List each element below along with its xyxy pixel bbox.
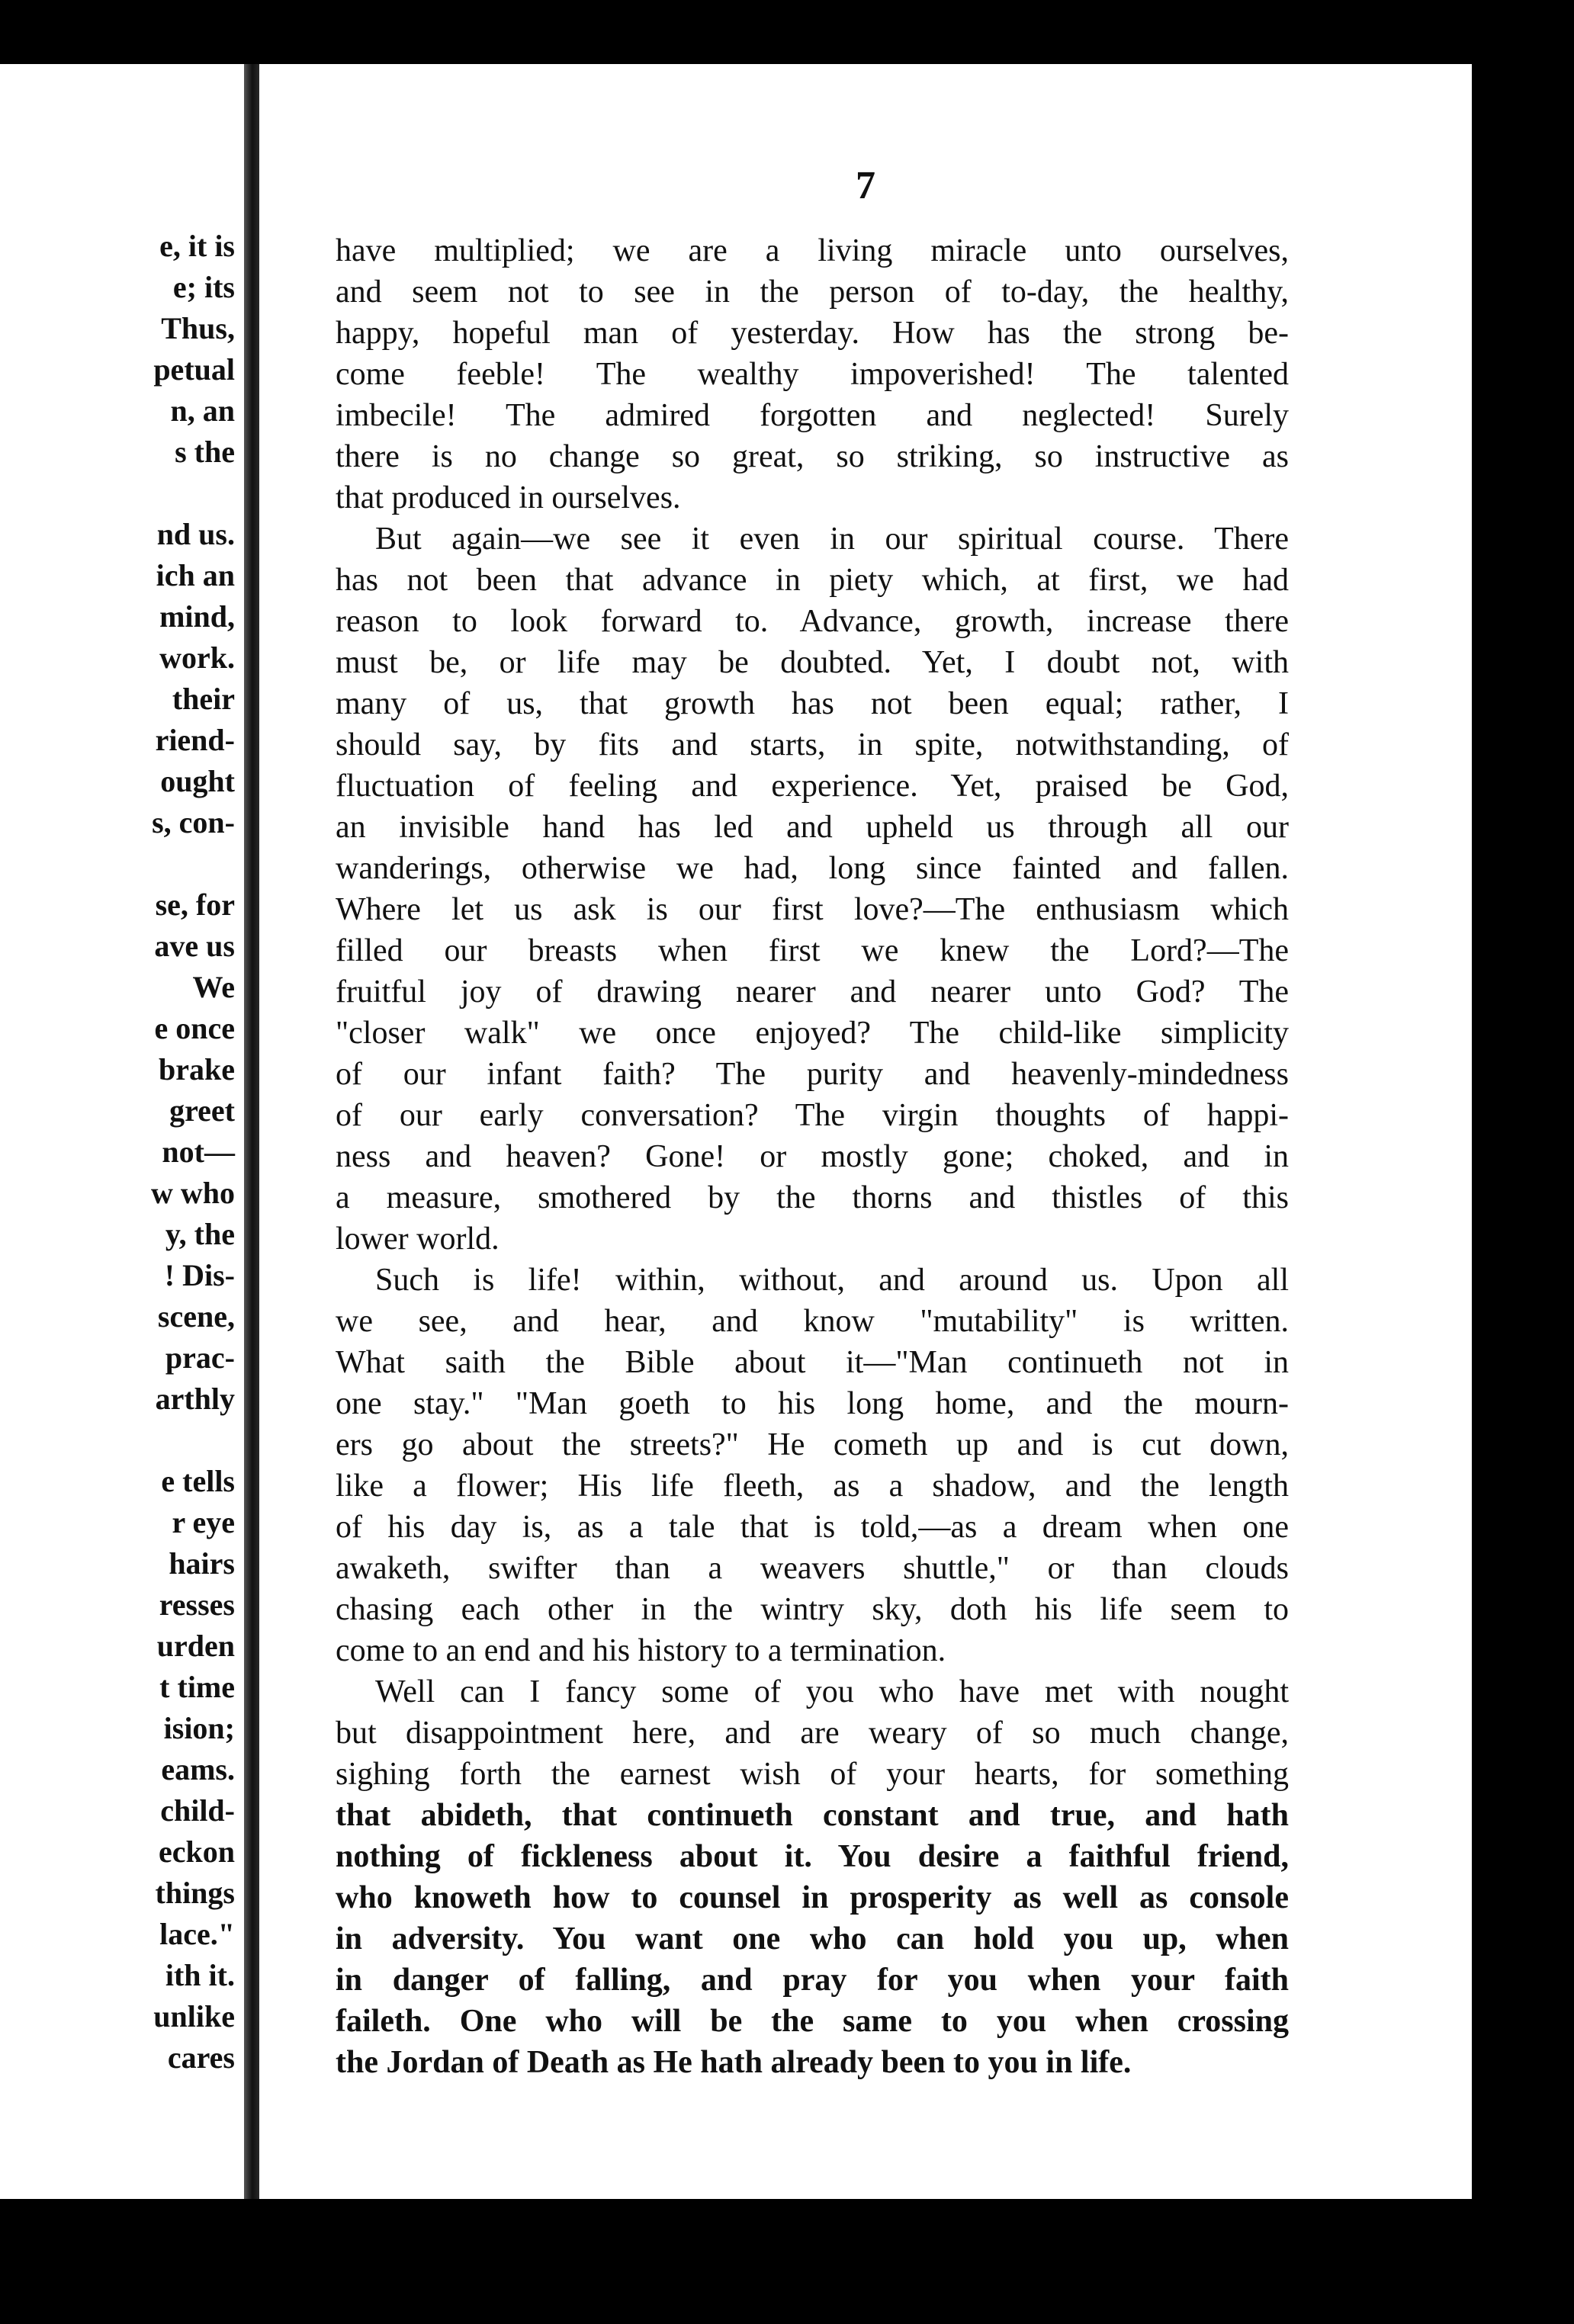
text-line: lower world. <box>336 1221 500 1257</box>
page-number: 7 <box>856 164 875 207</box>
left-page-line: scene, <box>157 1299 235 1334</box>
left-page-line: cares <box>167 2040 235 2075</box>
left-page-line: their <box>172 682 235 716</box>
text-line: ers go about the streets?" He cometh up and is cut down, <box>336 1427 1289 1462</box>
text-line: of his day is, as a tale that is told,—as a dream when one <box>336 1510 1289 1545</box>
left-page-line: r eye <box>172 1505 235 1539</box>
text-line: reason to look forward to. Advance, growth, increase there <box>336 604 1289 639</box>
text-line: nothing of fickleness about it. You desire a faithful friend, <box>336 1839 1289 1874</box>
left-page-line: things <box>155 1876 235 1910</box>
left-page-line: t time <box>159 1670 235 1704</box>
text-line: filled our breasts when first we knew the Lord?—The <box>336 933 1289 968</box>
text-line: in adversity. You want one who can hold you up, when <box>336 1921 1289 1956</box>
text-line: of our infant faith? The purity and heavenly-mindedness <box>336 1057 1289 1092</box>
left-page-line: ought <box>160 764 235 798</box>
text-line: but disappointment here, and are weary of so much change, <box>336 1716 1289 1751</box>
left-page-line: s, con- <box>152 805 235 839</box>
text-line: But again—we see it even in our spiritual course. There <box>375 522 1289 557</box>
left-page-line: se, for <box>155 888 235 922</box>
text-line: that abideth, that continueth constant and true, and hath <box>336 1798 1289 1833</box>
text-line: chasing each other in the wintry sky, doth his life seem to <box>336 1592 1289 1627</box>
body-text <box>336 230 1289 2083</box>
left-page-line: ision; <box>163 1711 235 1745</box>
left-page-line: nd us. <box>156 517 235 551</box>
text-line: Where let us ask is our first love?—The enthusiasm which <box>336 892 1289 927</box>
left-page-line: e tells <box>161 1464 235 1498</box>
left-page-line: mind, <box>159 599 235 634</box>
left-page-line: We <box>192 970 235 1004</box>
text-line: sighing forth the earnest wish of your hearts, for something <box>336 1757 1289 1792</box>
text-line: and seem not to see in the person of to-day, the healthy, <box>336 274 1289 310</box>
left-page-line: resses <box>159 1587 235 1622</box>
left-page-line: w who <box>150 1176 235 1210</box>
text-line: like a flower; His life fleeth, as a shadow, and the length <box>336 1469 1289 1504</box>
text-line: there is no change so great, so striking, so instructive as <box>336 439 1289 474</box>
left-page <box>0 64 252 2199</box>
text-line: one stay." "Man goeth to his long home, and the mourn- <box>336 1386 1289 1421</box>
text-line: come feeble! The wealthy impoverished! The talented <box>336 357 1289 392</box>
text-line: has not been that advance in piety which, at first, we had <box>336 563 1289 598</box>
text-line: ness and heaven? Gone! or mostly gone; choked, and in <box>336 1139 1289 1174</box>
text-line: wanderings, otherwise we had, long since fainted and fallen. <box>336 851 1289 886</box>
text-line: many of us, that growth has not been equal; rather, I <box>336 686 1289 721</box>
text-line: fluctuation of feeling and experience. Yet, praised be God, <box>336 769 1289 804</box>
text-line: come to an end and his history to a termination. <box>336 1633 946 1668</box>
left-page-line: riend- <box>155 723 235 757</box>
left-page-line: s the <box>175 435 235 469</box>
text-line: in danger of falling, and pray for you when your faith <box>336 1963 1289 1998</box>
left-page-line: ith it. <box>165 1958 235 1992</box>
left-page-line: petual <box>153 352 235 387</box>
left-page-line: e once <box>154 1011 235 1045</box>
left-page-line: y, the <box>165 1217 235 1251</box>
left-page-line: e, it is <box>159 229 235 263</box>
text-line: a measure, smothered by the thorns and thistles of this <box>336 1180 1289 1215</box>
text-line: "closer walk" we once enjoyed? The child-like simplicity <box>336 1016 1289 1051</box>
text-line: should say, by fits and starts, in spite, notwithstanding, of <box>336 727 1289 762</box>
left-page-line: greet <box>169 1093 235 1128</box>
text-line: who knoweth how to counsel in prosperity as well as console <box>336 1880 1289 1915</box>
left-page-line: not— <box>162 1135 235 1169</box>
text-line: an invisible hand has led and upheld us through all our <box>336 810 1289 845</box>
text-line: Well can I fancy some of you who have met with nought <box>375 1674 1289 1709</box>
text-line: of our early conversation? The virgin thoughts of happi- <box>336 1098 1289 1133</box>
left-page-line: unlike <box>153 1999 235 2034</box>
left-page-line: ave us <box>154 929 235 963</box>
left-page-line: eams. <box>161 1752 235 1786</box>
text-line: the Jordan of Death as He hath already been to you in life. <box>336 2045 1132 2080</box>
left-page-line: work. <box>159 640 235 675</box>
text-line: happy, hopeful man of yesterday. How has the strong be- <box>336 316 1289 351</box>
left-page-line: eckon <box>159 1834 235 1869</box>
text-line: must be, or life may be doubted. Yet, I doubt not, with <box>336 645 1289 680</box>
left-page-line: hairs <box>169 1546 235 1581</box>
text-line: What saith the Bible about it—"Man continueth not in <box>336 1345 1289 1380</box>
left-page-line: ! Dis- <box>164 1258 235 1292</box>
left-page-line: e; its <box>172 270 235 304</box>
left-page-line: urden <box>156 1629 235 1663</box>
left-page-line: prac- <box>165 1340 235 1375</box>
text-line: have multiplied; we are a living miracle unto ourselves, <box>336 233 1289 268</box>
text-line: awaketh, swifter than a weavers shuttle," or than clouds <box>336 1551 1289 1586</box>
left-page-line: child- <box>160 1793 235 1828</box>
text-line: that produced in ourselves. <box>336 480 681 515</box>
left-page-line: ich an <box>156 558 235 592</box>
left-page-line: arthly <box>155 1382 235 1416</box>
text-line: faileth. One who will be the same to you when crossing <box>336 2004 1289 2039</box>
text-line: we see, and hear, and know "mutability" is written. <box>336 1304 1289 1339</box>
text-line: fruitful joy of drawing nearer and nearer unto God? The <box>336 974 1289 1010</box>
left-page-line: lace." <box>159 1917 235 1951</box>
left-page-line: n, an <box>170 393 235 428</box>
right-page <box>259 64 1472 2199</box>
text-line: imbecile! The admired forgotten and neglected! Surely <box>336 398 1289 433</box>
left-page-line: Thus, <box>161 311 235 345</box>
left-page-line: brake <box>159 1052 235 1087</box>
text-line: Such is life! within, without, and around us. Upon all <box>375 1263 1289 1298</box>
